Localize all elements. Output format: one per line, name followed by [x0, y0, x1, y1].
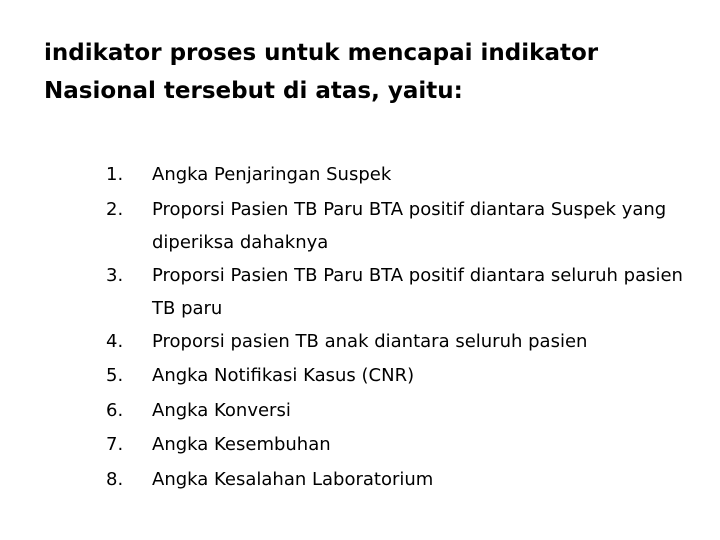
list-item-text: Angka Penjaringan Suspek: [152, 164, 392, 185]
list-item-number: 4.: [106, 330, 124, 352]
list-item-text: Angka Kesembuhan: [152, 434, 331, 455]
list-item-number: 5.: [106, 365, 124, 386]
list-item: [106, 463, 686, 498]
list-item: [106, 325, 686, 360]
list-item: [106, 394, 686, 429]
list-item: [106, 193, 686, 259]
list-item: [106, 259, 686, 325]
list-item-number: 1.: [106, 164, 124, 185]
list-item: [106, 359, 686, 394]
indicator-list: [106, 158, 686, 497]
list-item-number: 6.: [106, 399, 124, 421]
list-item-text: Angka Kesalahan Laboratorium: [152, 468, 434, 490]
list-item-number: 7.: [106, 434, 124, 455]
list-item-text: Proporsi pasien TB anak diantara seluruh pasien: [152, 330, 588, 352]
list-item: [106, 158, 686, 193]
list-item-text: Angka Konversi: [152, 399, 291, 421]
list-item-text: Angka Notifikasi Kasus (CNR): [152, 365, 415, 386]
title-line-1: indikator proses untuk mencapai indikator: [44, 40, 599, 66]
list-item-number: 3.: [106, 264, 124, 286]
title-line-2: Nasional tersebut di atas, yaitu:: [44, 78, 463, 104]
list-item-text: Proporsi Pasien TB Paru BTA positif diantara seluruh pasien TB paru: [152, 264, 683, 319]
list-item-text: Proporsi Pasien TB Paru BTA positif diantara Suspek yang diperiksa dahaknya: [152, 198, 667, 253]
list-item-number: 8.: [106, 468, 124, 490]
list-item-number: 2.: [106, 198, 124, 220]
list-item: [106, 428, 686, 463]
slide-title: [44, 34, 684, 110]
